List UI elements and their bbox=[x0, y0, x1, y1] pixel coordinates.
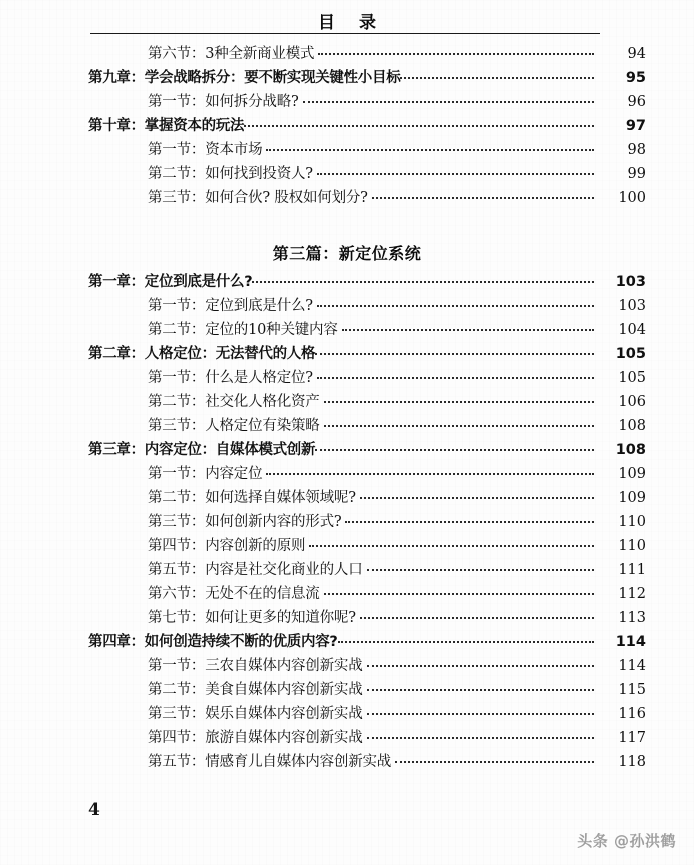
toc-entry-label: 第一节：三农自媒体内容创新实战 bbox=[148, 658, 363, 674]
toc-leader-dots bbox=[317, 304, 594, 307]
toc-entry-label: 第三节：如何创新内容的形式? bbox=[148, 514, 342, 530]
toc-entry-label: 第一节：如何拆分战略? bbox=[148, 94, 299, 110]
page-title: 目 录 bbox=[318, 13, 385, 33]
toc-entry-label: 第七节：如何让更多的知道你呢? bbox=[148, 610, 356, 626]
toc-entry-section[interactable] bbox=[0, 582, 694, 606]
toc-leader-dots bbox=[372, 196, 594, 199]
toc-entry-page-number: 100 bbox=[618, 190, 646, 206]
toc-entry-label: 第五节：情感育儿自媒体内容创新实战 bbox=[148, 754, 392, 770]
toc-leader-dots bbox=[367, 568, 595, 571]
toc-leader-dots bbox=[315, 448, 594, 451]
toc-leader-dots bbox=[317, 172, 594, 175]
toc-entry-page-number: 113 bbox=[618, 610, 646, 626]
toc-entry-section[interactable] bbox=[0, 486, 694, 510]
toc-entry-label: 第九章：学会战略拆分：要不断实现关键性小目标 bbox=[88, 70, 401, 86]
toc-entry-page-number: 96 bbox=[627, 94, 646, 110]
toc-entry-page-number: 104 bbox=[618, 322, 646, 338]
toc-entry-section[interactable] bbox=[0, 726, 694, 750]
toc-leader-dots bbox=[244, 124, 594, 127]
table-of-contents bbox=[0, 42, 694, 774]
toc-entry-section[interactable] bbox=[0, 90, 694, 114]
toc-leader-dots bbox=[324, 424, 594, 427]
toc-leader-dots bbox=[367, 688, 595, 691]
toc-entry-label: 第二节：如何选择自媒体领域呢? bbox=[148, 490, 356, 506]
toc-entry-label: 第四节：内容创新的原则 bbox=[148, 538, 306, 554]
toc-leader-dots bbox=[338, 640, 594, 643]
toc-leader-dots bbox=[345, 520, 594, 523]
toc-entry-label: 第二节：定位的10种关键内容 bbox=[148, 322, 338, 338]
toc-leader-dots bbox=[318, 52, 594, 55]
toc-leader-dots bbox=[315, 352, 594, 355]
toc-leader-dots bbox=[324, 400, 594, 403]
toc-entry-label: 第一节：什么是人格定位? bbox=[148, 370, 313, 386]
toc-entry-page-number: 111 bbox=[618, 562, 646, 578]
toc-entry-section[interactable] bbox=[0, 558, 694, 582]
toc-leader-dots bbox=[360, 496, 594, 499]
toc-entry-page-number: 98 bbox=[627, 142, 646, 158]
toc-entry-section[interactable] bbox=[0, 462, 694, 486]
toc-entry-page-number: 118 bbox=[618, 754, 646, 770]
toc-leader-dots bbox=[342, 328, 594, 331]
toc-entry-label: 第四章：如何创造持续不断的优质内容? bbox=[88, 634, 338, 650]
toc-entry-page-number: 109 bbox=[618, 466, 646, 482]
toc-leader-dots bbox=[395, 760, 594, 763]
toc-leader-dots bbox=[324, 592, 594, 595]
toc-leader-dots bbox=[252, 280, 594, 283]
toc-entry-label: 第一节：内容定位 bbox=[148, 466, 263, 482]
toc-entry-label: 第一章：定位到底是什么? bbox=[88, 274, 253, 290]
toc-entry-page-number: 117 bbox=[618, 730, 646, 746]
toc-entry-label: 第六节：无处不在的信息流 bbox=[148, 586, 320, 602]
toc-entry-section[interactable] bbox=[0, 186, 694, 210]
toc-entry-label: 第六节：3种全新商业模式 bbox=[148, 46, 315, 62]
toc-leader-dots bbox=[367, 664, 595, 667]
toc-entry-label: 第五节：内容是社交化商业的人口 bbox=[148, 562, 363, 578]
toc-entry-section[interactable] bbox=[0, 510, 694, 534]
toc-leader-dots bbox=[266, 472, 594, 475]
toc-entry-page-number: 94 bbox=[627, 46, 646, 62]
toc-entry-page-number: 109 bbox=[618, 490, 646, 506]
toc-entry-page-number: 103 bbox=[615, 274, 646, 290]
toc-entry-page-number: 114 bbox=[615, 634, 646, 650]
toc-entry-section[interactable] bbox=[0, 750, 694, 774]
toc-entry-chapter[interactable] bbox=[0, 270, 694, 294]
toc-leader-dots bbox=[309, 544, 594, 547]
toc-entry-section[interactable] bbox=[0, 702, 694, 726]
toc-leader-dots bbox=[317, 376, 594, 379]
toc-entry-label: 第二节：如何找到投资人? bbox=[148, 166, 313, 182]
toc-entry-page-number: 105 bbox=[615, 346, 646, 362]
toc-entry-section[interactable] bbox=[0, 390, 694, 414]
toc-entry-page-number: 97 bbox=[625, 118, 646, 134]
toc-entry-chapter[interactable] bbox=[0, 342, 694, 366]
toc-entry-label: 第一节：资本市场 bbox=[148, 142, 263, 158]
toc-part-heading bbox=[0, 210, 694, 270]
toc-part-label: 第三篇：新定位系统 bbox=[272, 244, 422, 263]
toc-entry-label: 第二节：社交化人格化资产 bbox=[148, 394, 320, 410]
toc-entry-section[interactable] bbox=[0, 534, 694, 558]
toc-entry-label: 第二章：人格定位：无法替代的人格 bbox=[88, 346, 316, 362]
toc-entry-page-number: 110 bbox=[618, 538, 646, 554]
toc-leader-dots bbox=[367, 736, 595, 739]
toc-leader-dots bbox=[367, 712, 595, 715]
toc-entry-page-number: 110 bbox=[618, 514, 646, 530]
toc-leader-dots bbox=[303, 100, 594, 103]
toc-entry-label: 第二节：美食自媒体内容创新实战 bbox=[148, 682, 363, 698]
toc-entry-label: 第三节：人格定位有染策略 bbox=[148, 418, 320, 434]
toc-entry-page-number: 108 bbox=[615, 442, 646, 458]
toc-entry-label: 第十章：掌握资本的玩法 bbox=[88, 118, 245, 134]
toc-entry-page-number: 103 bbox=[618, 298, 646, 314]
toc-entry-section[interactable] bbox=[0, 294, 694, 318]
toc-entry-page-number: 116 bbox=[618, 706, 646, 722]
toc-entry-section[interactable] bbox=[0, 42, 694, 66]
toc-leader-dots bbox=[400, 76, 594, 79]
toc-entry-page-number: 114 bbox=[618, 658, 646, 674]
toc-entry-page-number: 115 bbox=[618, 682, 646, 698]
toc-entry-section[interactable] bbox=[0, 366, 694, 390]
watermark: 头条 @孙洪鹤 bbox=[577, 832, 676, 850]
toc-entry-chapter[interactable] bbox=[0, 66, 694, 90]
toc-entry-page-number: 112 bbox=[618, 586, 646, 602]
toc-entry-section[interactable] bbox=[0, 138, 694, 162]
toc-entry-page-number: 99 bbox=[627, 166, 646, 182]
header-divider bbox=[90, 33, 600, 34]
toc-leader-dots bbox=[360, 616, 594, 619]
toc-entry-label: 第三章：内容定位：自媒体模式创新 bbox=[88, 442, 316, 458]
toc-entry-chapter[interactable] bbox=[0, 630, 694, 654]
toc-entry-chapter[interactable] bbox=[0, 114, 694, 138]
page-number: 4 bbox=[88, 800, 100, 820]
toc-entry-section[interactable] bbox=[0, 678, 694, 702]
toc-entry-section[interactable] bbox=[0, 318, 694, 342]
toc-entry-page-number: 95 bbox=[625, 70, 646, 86]
toc-entry-label: 第一节：定位到底是什么? bbox=[148, 298, 313, 314]
toc-entry-page-number: 108 bbox=[618, 418, 646, 434]
toc-entry-page-number: 106 bbox=[618, 394, 646, 410]
toc-entry-chapter[interactable] bbox=[0, 438, 694, 462]
toc-entry-label: 第三节：娱乐自媒体内容创新实战 bbox=[148, 706, 363, 722]
toc-entry-section[interactable] bbox=[0, 654, 694, 678]
toc-entry-label: 第三节：如何合伙? 股权如何划分? bbox=[148, 190, 368, 206]
toc-leader-dots bbox=[266, 148, 594, 151]
toc-entry-section[interactable] bbox=[0, 414, 694, 438]
toc-entry-section[interactable] bbox=[0, 606, 694, 630]
toc-entry-page-number: 105 bbox=[618, 370, 646, 386]
toc-entry-label: 第四节：旅游自媒体内容创新实战 bbox=[148, 730, 363, 746]
toc-entry-section[interactable] bbox=[0, 162, 694, 186]
